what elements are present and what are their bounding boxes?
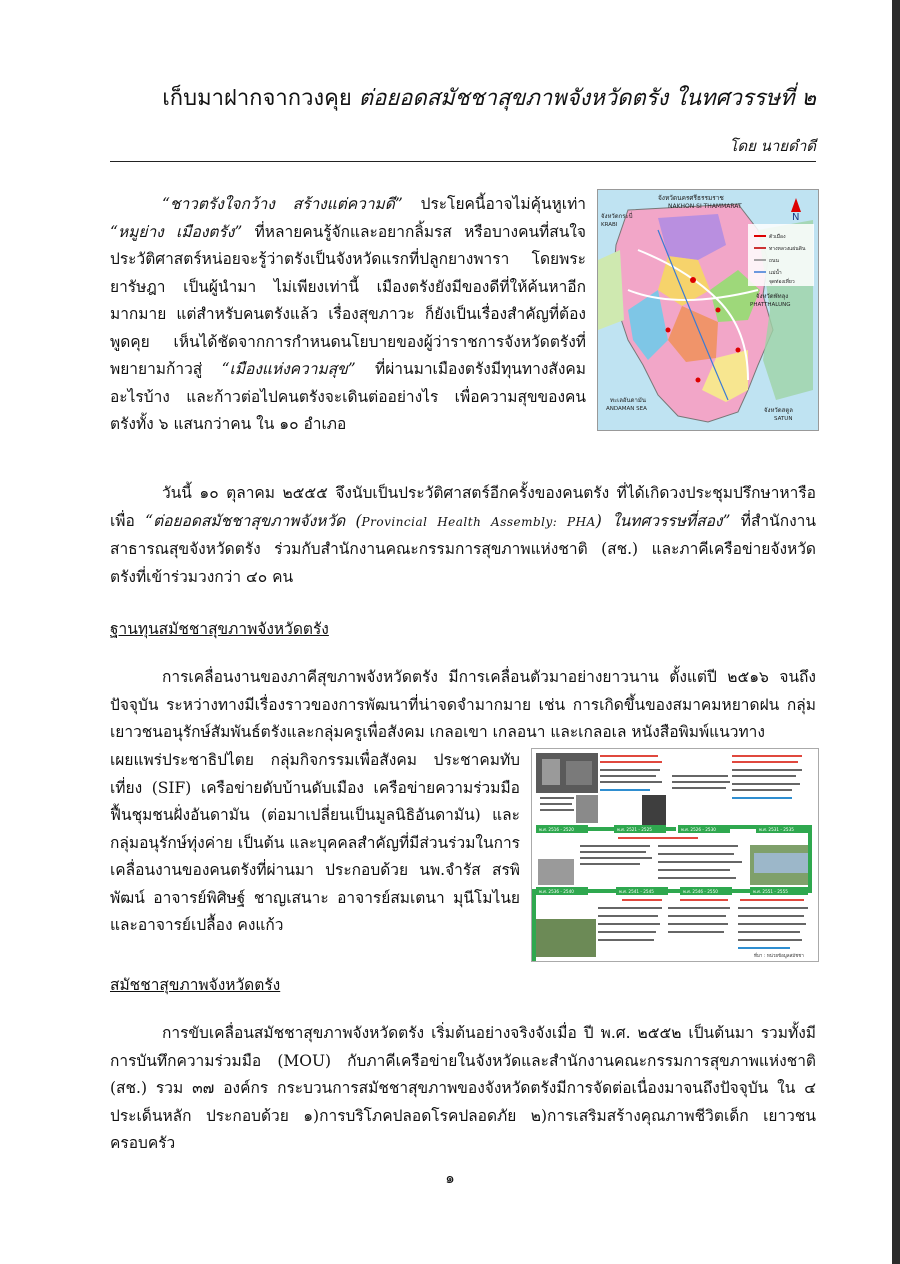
intro-text-1: ประโยคนี้อาจไม่คุ้นหูเท่า [402, 195, 586, 213]
assembly-paragraph [110, 1020, 816, 1158]
foundation-text-full: การเคลื่อนงานของภาคีสุขภาพจังหวัดตรัง มีการเคลื่อนตัวมาอย่างยาวนาน ตั้งแต่ปี ๒๕๑๖ จนถึงปัจจุบัน ระหว่างทางมีเรื่องราวของการพัฒนาที่น่าจดจำมากมาย เช่น การเกิดขึ้นของสมาคมหยาดฝน กลุ่มเยาวชนอนุรักษ์สัมพันธ์ตรังและกลุ่มครูเพื่อสังคม เกลอเขา เกลอนา และเกลอเล หนังสือพิมพ์แนวทาง [110, 668, 816, 741]
timeline-period-label: พ.ศ. 2551 - 2555 [753, 889, 788, 894]
map-legend-item: ทางหลวงแผ่นดิน [769, 246, 806, 252]
intro-quote-2: “หมูย่าง เมืองตรัง” [110, 222, 243, 241]
map-legend-item: แม่น้ำ [769, 270, 782, 276]
timeline-period-label: พ.ศ. 2541 - 2545 [619, 889, 654, 894]
timeline-period-label: พ.ศ. 2526 - 2530 [681, 827, 716, 832]
foundation-text-narrow: เผยแพร่ประชาธิปไตย กลุ่มกิจกรรมเพื่อสังคม ประชาคมทับเที่ยง (SIF) เครือข่ายดับบ้านดับเมือง เครือข่ายความร่วมมือฟื้นชุมชนฝั่งอันดามัน (ต่อมาเปลี่ยนเป็นมูลนิธิอันดามัน) และกลุ่มอนุรักษ์ทุ่งค่าย เป็นต้น และบุคคลสำคัญที่มีส่วนร่วมในการเคลื่อนงานของคนตรังที่ผ่านมา ประกอบด้วย นพ.จำรัส สรพิพัฒน์ อาจารย์พิศิษฐ์ ชาญเสนาะ อาจารย์สมเตนา มุนีโมไนย และอาจารย์เปลื้อง คงแก้ว [110, 751, 520, 934]
map-phatthalung-en: PHATTHALUNG [750, 302, 791, 308]
meeting-text-2: ที่สำนักงานสาธารณสุขจังหวัดตรัง ร่วมกับสำนักงานคณะกรรมการสุขภาพแห่งชาติ (สช.) และภาคีเครือข่ายจังหวัดตรังที่เข้าร่วมวงกว่า ๔๐ คน [110, 511, 816, 586]
map-title: จังหวัดนครศรีธรรมราช [658, 194, 724, 202]
document-title [110, 84, 816, 114]
map-phatthalung-th: จังหวัดพัทลุง [756, 293, 789, 300]
page-number: ๑ [445, 1169, 455, 1187]
intro-text-2: ที่หลายคนรู้จักและอยากลิ้มรส หรือบางคนที่สนใจประวัติศาสตร์หน่อยจะรู้ว่าตรังเป็นจังหวัดแรกที่ปลูกยางพารา โดยพระยารัษฎา เป็นผู้นำมา ไม่เพียงเท่านี้ เมืองตรังยังมีของดีที่ให้ค้นหาอีกมากมาย แต่สำหรับคนตรังแล้ว เรื่องสุขภาวะ ก็ยังเป็นเรื่องสำคัญที่ต้องพูดคุย เห็นได้ชัดจากการกำหนดนโยบายของผู้ว่าราชการจังหวัดตรังที่พยายามก้าวสู่ [110, 222, 586, 378]
map-legend-item: ถนน [769, 258, 779, 264]
meeting-paragraph [110, 480, 816, 591]
map-andaman-th: ทะเลอันดามัน [610, 397, 646, 404]
meeting-italic-2: ) ในทศวรรษที่สอง” [595, 511, 731, 530]
timeline-period-label: พ.ศ. 2546 - 2550 [683, 889, 718, 894]
timeline-graphic [532, 749, 818, 961]
intro-quote: “ชาวตรังใจกว้าง สร้างแต่ความดี” [162, 195, 403, 213]
trang-map-figure [597, 189, 819, 431]
map-graphic [598, 190, 818, 430]
north-arrow-label: N [792, 212, 800, 223]
map-legend-item: ตัวเมือง [769, 234, 786, 240]
title-plain: เก็บมาฝากจากวงคุย [162, 86, 359, 111]
foundation-paragraph-full [110, 664, 816, 747]
map-satun-en: SATUN [774, 416, 793, 422]
intro-paragraph [110, 191, 586, 439]
timeline-period-label: พ.ศ. 2521 - 2525 [617, 827, 652, 832]
map-andaman-en: ANDAMAN SEA [606, 406, 647, 412]
title-italic: ต่อยอดสมัชชาสุขภาพจังหวัดตรัง ในทศวรรษที่ ๒ [358, 86, 816, 111]
timeline-period-label: พ.ศ. 2531 - 2535 [759, 827, 794, 832]
intro-text-3: ที่ผ่านมาเมืองตรังมีทุนทางสังคมอะไรบ้าง และก้าวต่อไปคนตรังจะเดินต่ออย่างไร เพื่อความสุขของคนตรังทั้ง ๖ แสนกว่าคน ใน ๑๐ อำเภอ [110, 360, 587, 433]
timeline-infographic [531, 748, 819, 962]
intro-quote-3: “เมืองแห่งความสุข” [221, 360, 356, 378]
timeline-period-label: พ.ศ. 2536 - 2540 [539, 889, 574, 894]
map-krabi-en: KRABI [601, 222, 618, 228]
meeting-text-1: วันนี้ ๑๐ ตุลาคม ๒๕๕๕ จึงนับเป็นประวัติศาสตร์อีกครั้งของคนตรัง ที่ได้เกิดวงประชุมปรึกษาหารือเพื่อ [110, 484, 816, 530]
meeting-latin: Provincial Health Assembly: PHA [361, 514, 596, 529]
map-legend-item: จุดท่องเที่ยว [769, 279, 795, 285]
timeline-period-label: พ.ศ. 2516 - 2520 [539, 827, 574, 832]
timeline-source: ที่มา : หน่วยข้อมูลสมัชชา [754, 954, 804, 959]
map-north-label: NAKHON SI THAMMARAT [668, 203, 742, 210]
title-rule [110, 161, 816, 162]
map-krabi-th: จังหวัดกระบี่ [601, 213, 633, 220]
page-edge-shadow [892, 0, 900, 1264]
section-heading-assembly: สมัชชาสุขภาพจังหวัดตรัง [110, 976, 281, 994]
meeting-italic-1: “ต่อยอดสมัชชาสุขภาพจังหวัด ( [145, 511, 362, 530]
author-byline: โดย นายดำดี [729, 137, 816, 155]
assembly-text: การขับเคลื่อนสมัชชาสุขภาพจังหวัดตรัง เริ่มต้นอย่างจริงจังเมื่อ ปี พ.ศ. ๒๕๕๒ เป็นต้นมา รวมทั้งมีการบันทึกความร่วมมือ (MOU) กับภาคีเครือข่ายในจังหวัดและสำนักงานคณะกรรมการสุขภาพแห่งชาติ (สช.) รวม ๓๗ องค์กร กระบวนการสมัชชาสุขภาพของจังหวัดตรังมีการจัดต่อเนื่องมาจนถึงปัจจุบัน ใน ๔ ประเด็นหลัก ประกอบด้วย ๑)การบริโภคปลอดโรคปลอดภัย ๒)การเสริมสร้างคุณภาพชีวิตเด็ก เยาวชน ครอบครัว [110, 1024, 816, 1152]
foundation-paragraph-narrow [110, 747, 520, 940]
section-heading-foundation: ฐานทุนสมัชชาสุขภาพจังหวัดตรัง [110, 620, 329, 638]
map-satun-th: จังหวัดสตูล [764, 407, 793, 414]
